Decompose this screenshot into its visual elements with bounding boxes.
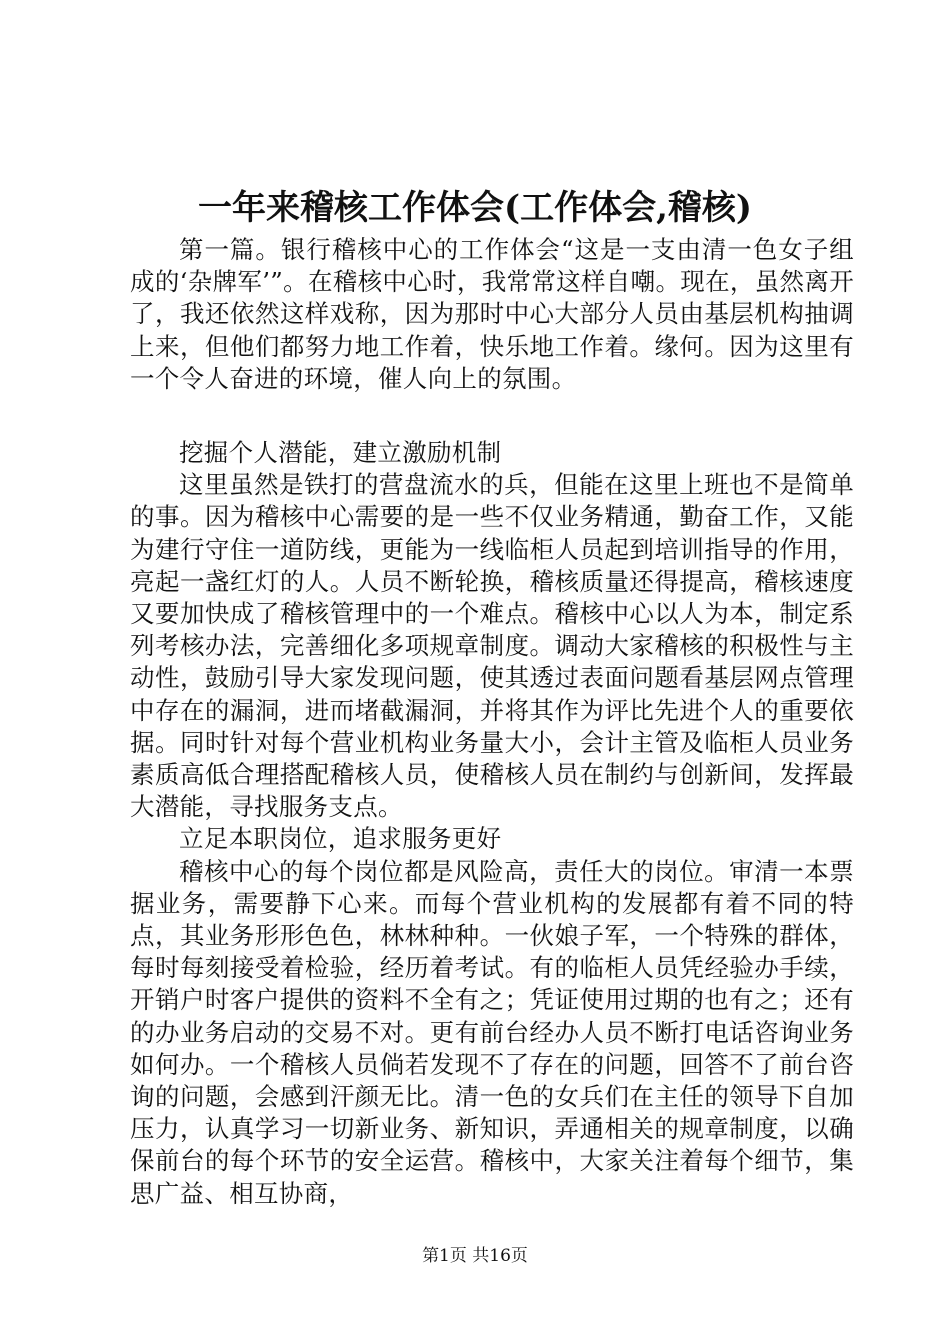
paragraph-service: 稽核中心的每个岗位都是风险高，责任大的岗位。审清一本票据业务，需要静下心来。而每个营业机构的发展都有着不同的特点，其业务形形色色，林林种种。一伙娘子军，一个特殊的群体，每时每刻接受着检验，经历着考试。有的临柜人员凭经验办手续，开销户时客户提供的资料不全有之；凭证使用过期的也有之；还有的办业务启动的交易不对。更有前台经办人员不断打电话咨询业务如何办。一个稽核人员倘若发现不了存在的问题，回答不了前台咨询的问题，会感到汗颜无比。清一色的女兵们在主任的领导下自加压力，认真学习一切新业务、新知识，弄通相关的规章制度，以确保前台的每个环节的安全运营。稽核中，大家关注着每个细节，集思广益、相互协商， xyxy=(130,856,854,1208)
document-body xyxy=(130,234,854,1210)
page-footer: 第1页 共16页 xyxy=(422,1246,528,1266)
document-title: 一年来稽核工作体会(工作体会,稽核) xyxy=(197,188,752,228)
paragraph-potential: 这里虽然是铁打的营盘流水的兵，但能在这里上班也不是简单的事。因为稽核中心需要的是一些不仅业务精通，勤奋工作，又能为建行守住一道防线，更能为一线临柜人员起到培训指导的作用，亮起一盏红灯的人。人员不断轮换，稽核质量还得提高，稽核速度又要加快成了稽核管理中的一个难点。稽核中心以人为本，制定系列考核办法，完善细化多项规章制度。调动大家稽核的积极性与主动性，鼓励引导大家发现问题，使其透过表面问题看基层网点管理中存在的漏洞，进而堵截漏洞，并将其作为评比先进个人的重要依据。同时针对每个营业机构业务量大小，会计主管及临柜人员业务素质高低合理搭配稽核人员，使稽核人员在制约与创新间，发挥最大潜能，寻找服务支点。 xyxy=(130,470,854,822)
paragraph-intro: 第一篇。银行稽核中心的工作体会“这是一支由清一色女子组成的‘杂牌军’”。在稽核中心时，我常常这样自嘲。现在，虽然离开了，我还依然这样戏称，因为那时中心大部分人员由基层机构抽调上来，但他们都努力地工作着，快乐地工作着。缘何。因为这里有一个令人奋进的环境，催人向上的氛围。 xyxy=(130,235,854,393)
section-heading-service: 立足本职岗位，追求服务更好 xyxy=(179,824,502,854)
section-heading-potential: 挖掘个人潜能，建立激励机制 xyxy=(179,438,502,468)
